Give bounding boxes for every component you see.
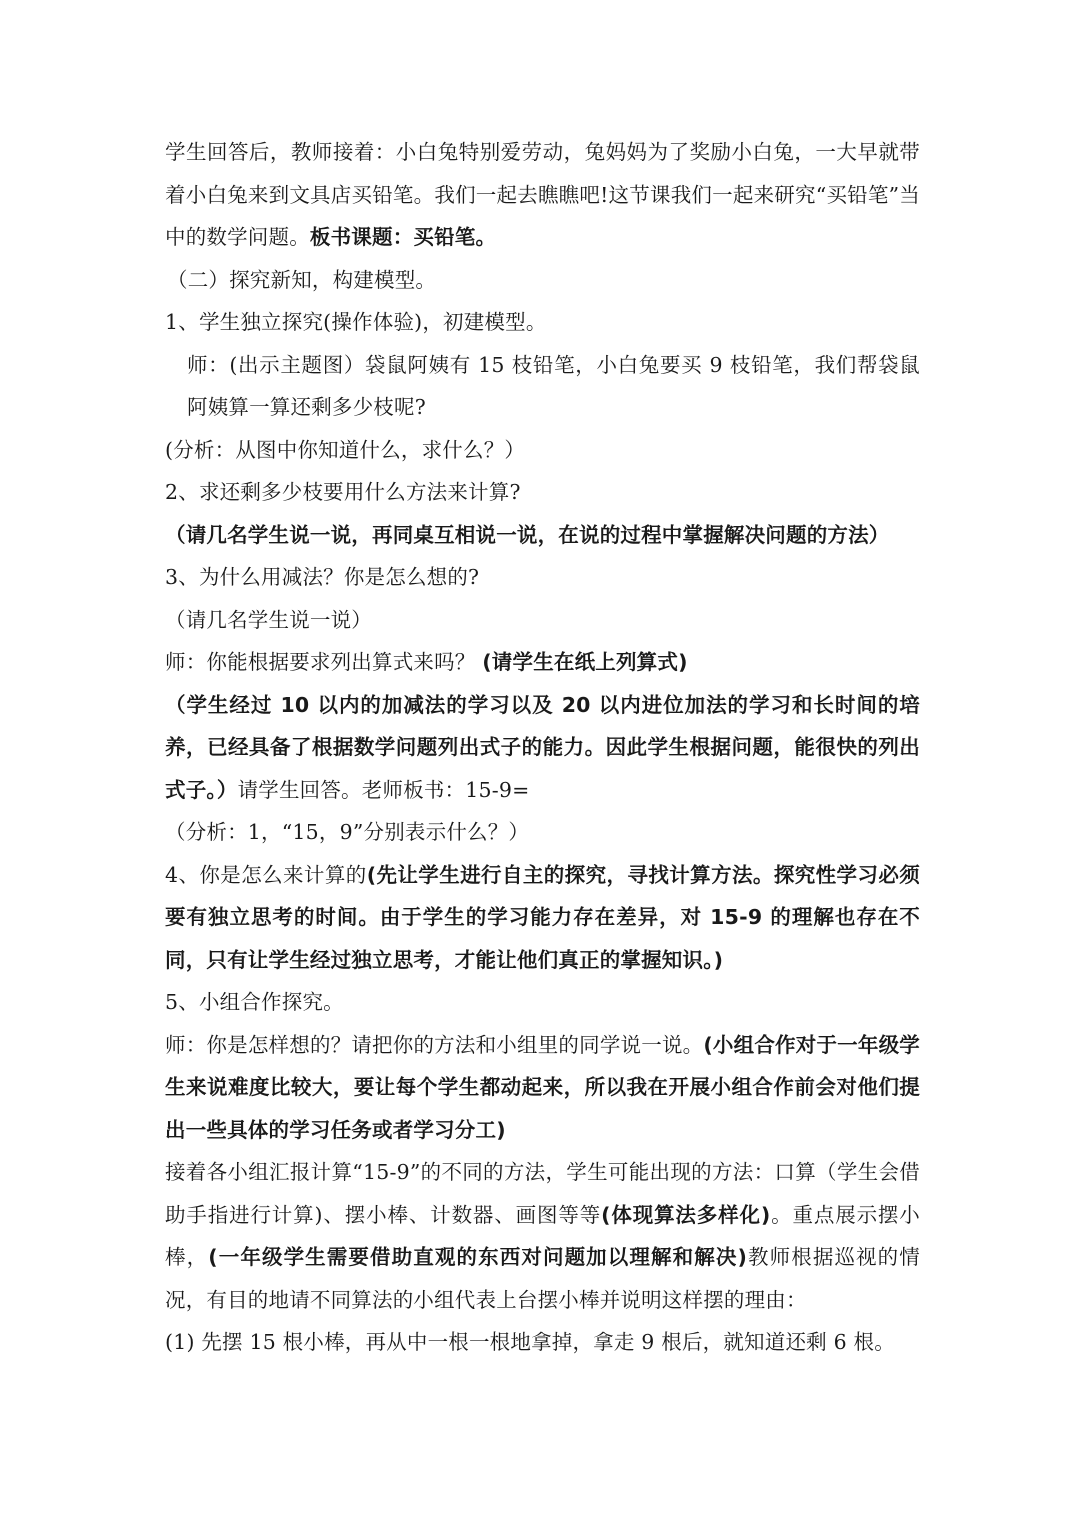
paragraph-bold-text: （请几名学生说一说，再同桌互相说一说，在说的过程中掌握解决问题的方法）	[165, 522, 890, 547]
group-report	[165, 1151, 920, 1321]
paragraph-text: 请学生回答。老师板书：15-9=	[237, 777, 530, 802]
method-1	[165, 1321, 920, 1364]
analysis-note-2	[165, 811, 920, 854]
teacher-question	[165, 344, 920, 429]
step-1-heading	[165, 301, 920, 344]
document-body	[165, 131, 920, 1364]
teacher-formula-prompt	[165, 641, 920, 684]
paragraph-text: 2、求还剩多少枝要用什么方法来计算?	[165, 480, 521, 504]
paragraph-intro	[165, 131, 920, 259]
step-3-note	[165, 599, 920, 642]
step-2-note	[165, 514, 920, 557]
paragraph-text: 师：(出示主题图）袋鼠阿姨有 15 枝铅笔，小白兔要买 9 枝铅笔，我们帮袋鼠阿姨算一算还剩多少枝呢?	[187, 352, 920, 419]
paragraph-text: 教师根据巡视的情况，有目的地请不同算法的小组代表上台摆小棒并说明这样摆的理由：	[165, 1245, 920, 1312]
paragraph-text: 学生回答后，教师接着：小白兔特别爱劳动，兔妈妈为了奖励小白兔，一大早就带着小白兔来到文具店买铅笔。我们一起去瞧瞧吧!这节课我们一起来研究“买铅笔”当中的数学问题。	[165, 140, 920, 249]
paragraph-bold-text: (体现算法多样化)	[601, 1202, 771, 1227]
step-5-heading	[165, 981, 920, 1024]
paragraph-text: 师：你能根据要求列出算式来吗？	[165, 650, 483, 674]
paragraph-bold-text: (小组合作对于一年级学生来说难度比较大，要让每个学生都动起来，所以我在开展小组合作前会对他们提出一些具体的学习任务或者学习分工)	[165, 1032, 920, 1142]
step-2-heading	[165, 471, 920, 514]
formula-rationale	[165, 684, 920, 812]
paragraph-text: 3、为什么用减法？你是怎么想的?	[165, 565, 480, 589]
paragraph-bold-text: 板书课题：买铅笔。	[309, 225, 497, 249]
paragraph-text: 5、小组合作探究。	[165, 990, 344, 1014]
paragraph-text: （二）探究新知，构建模型。	[167, 267, 437, 292]
paragraph-text: (1) 先摆 15 根小棒，再从中一根一根地拿掉，拿走 9 根后，就知道还剩 6 根。	[165, 1330, 895, 1354]
section-heading	[165, 259, 920, 302]
paragraph-text: 4、你是怎么来计算的	[165, 862, 367, 887]
paragraph-bold-text: （学生经过 10 以内的加减法的学习以及 20 以内进位加法的学习和长时间的培养，已经具备了根据数学问题列出式子的能力。因此学生根据问题，能很快的列出式子。）	[165, 692, 920, 802]
paragraph-bold-text: (一年级学生需要借助直观的东西对问题加以理解和解决)	[208, 1245, 748, 1269]
paragraph-bold-text: (先让学生进行自主的探究，寻找计算方法。探究性学习必须要有独立思考的时间。由于学生的学习能力存在差异，对 15-9 的理解也存在不同，只有让学生经过独立思考，才能让他们真正的掌握知识。)	[165, 862, 920, 972]
paragraph-text: 。重点展示摆小棒，	[165, 1202, 920, 1269]
paragraph-text: 1、学生独立探究(操作体验)，初建模型。	[165, 310, 547, 334]
step-4	[165, 854, 920, 982]
group-discussion	[165, 1024, 920, 1152]
paragraph-text: （请几名学生说一说）	[165, 607, 372, 632]
paragraph-text: 接着各小组汇报计算“15-9”的不同的方法，学生可能出现的方法：口算（学生会借助手指进行计算)、摆小棒、计数器、画图等等	[165, 1160, 920, 1227]
analysis-note	[165, 429, 920, 472]
paragraph-text: （分析：1，“15，9”分别表示什么？）	[165, 820, 530, 844]
paragraph-bold-text: (请学生在纸上列算式)	[482, 650, 688, 674]
paragraph-text: 师：你是怎样想的？请把你的方法和小组里的同学说一说。	[165, 1032, 704, 1057]
step-3-heading	[165, 556, 920, 599]
paragraph-text: (分析：从图中你知道什么，求什么？）	[165, 437, 526, 462]
